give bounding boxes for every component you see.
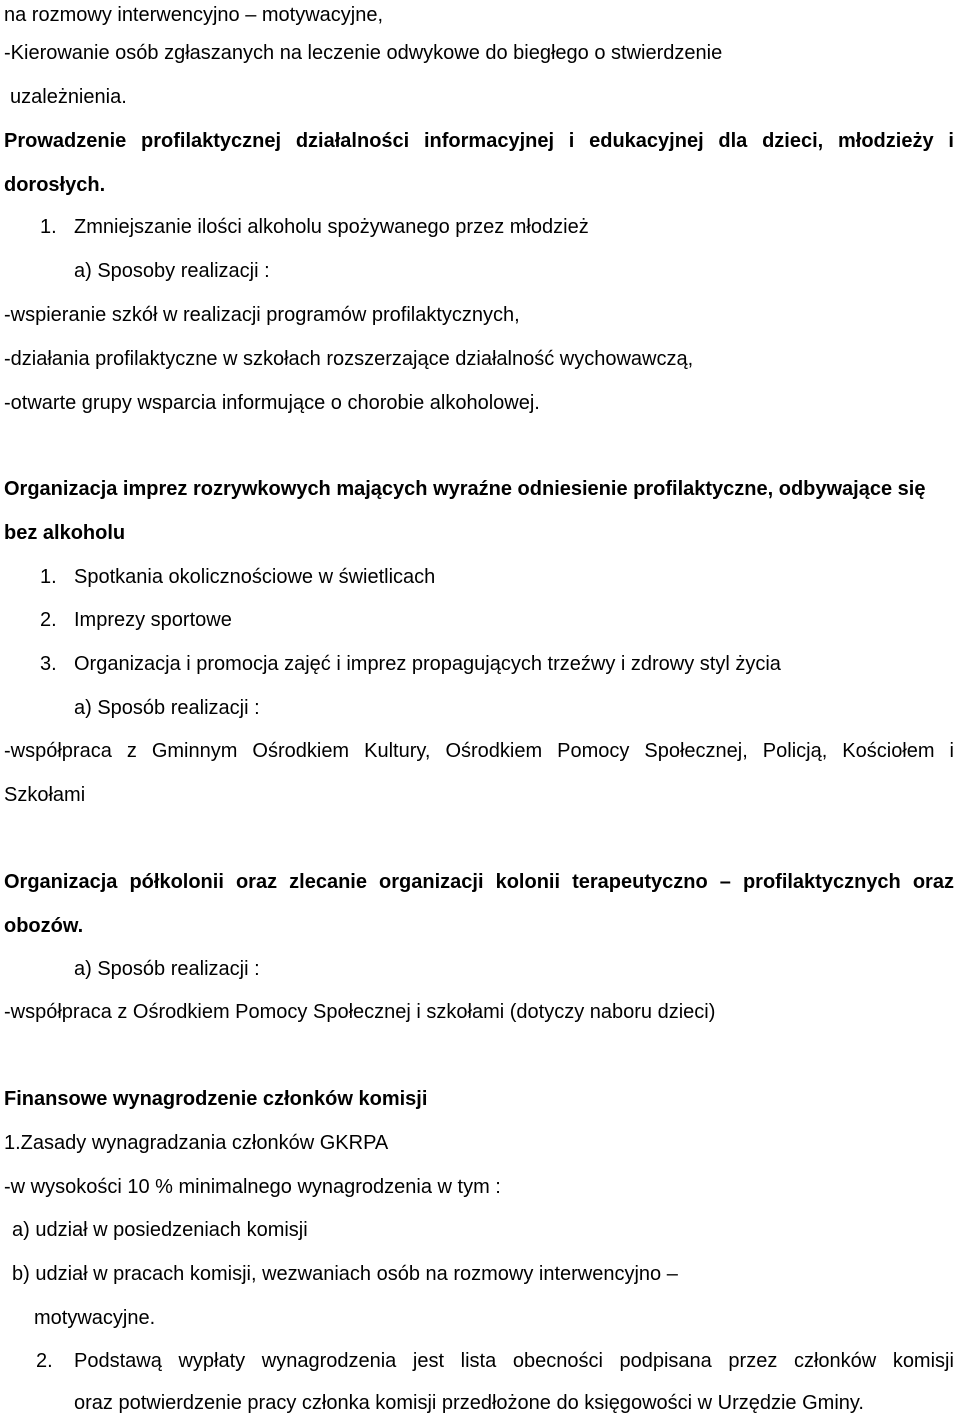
heading-word: – bbox=[719, 871, 731, 893]
sub-item: a) Sposób realizacji : bbox=[74, 958, 260, 980]
text-line: -wspieranie szkół w realizacji programów profilaktycznych, bbox=[4, 304, 520, 326]
heading-word: profilaktycznych bbox=[742, 871, 901, 893]
heading-word: kolonii bbox=[495, 871, 561, 893]
section-heading-prevention bbox=[4, 128, 954, 154]
word: Ośrodkiem bbox=[445, 740, 543, 762]
text-line: oraz potwierdzenie pracy członka komisji przedłożone do księgowości w Urzędzie Gminy. bbox=[74, 1392, 864, 1414]
heading-word: Organizacja bbox=[4, 871, 118, 893]
word: przez bbox=[728, 1350, 778, 1372]
text-line: -otwarte grupy wsparcia informujące o chorobie alkoholowej. bbox=[4, 392, 540, 414]
heading-word: informacyjnej bbox=[423, 130, 555, 152]
heading-word: działalności bbox=[295, 130, 410, 152]
item-text: Organizacja i promocja zajęć i imprez propagujących trzeźwy i zdrowy styl życia bbox=[74, 653, 781, 675]
word: Kościołem bbox=[842, 740, 935, 762]
heading-word: młodzieży bbox=[837, 130, 934, 152]
text-line-justified bbox=[4, 738, 954, 764]
item-number: 1. bbox=[40, 566, 57, 588]
word: Podstawą bbox=[74, 1350, 162, 1372]
heading-word: dla bbox=[718, 130, 748, 152]
word: Społecznej, bbox=[644, 740, 748, 762]
numbered-item bbox=[40, 651, 781, 677]
heading-word: zlecanie bbox=[289, 871, 367, 893]
word: Kultury, bbox=[364, 740, 431, 762]
heading-word: terapeutyczno bbox=[572, 871, 708, 893]
text-line: na rozmowy interwencyjno – motywacyjne, bbox=[4, 4, 384, 26]
heading-word: dzieci, bbox=[762, 130, 824, 152]
section-heading-continued: bez alkoholu bbox=[4, 522, 126, 544]
word: Pomocy bbox=[557, 740, 630, 762]
text-line: -współpraca z Ośrodkiem Pomocy Społecznej i szkołami (dotyczy naboru dzieci) bbox=[4, 1001, 716, 1023]
word: obecności bbox=[512, 1350, 603, 1372]
heading-word: edukacyjnej bbox=[589, 130, 704, 152]
item-text-justified bbox=[74, 1348, 954, 1374]
heading-word: oraz bbox=[235, 871, 278, 893]
word: podpisana bbox=[619, 1350, 712, 1372]
section-heading-continued: obozów. bbox=[4, 915, 84, 937]
section-heading-continued: dorosłych. bbox=[4, 174, 106, 196]
item-number: 3. bbox=[40, 653, 57, 675]
section-heading-camps bbox=[4, 869, 954, 895]
text-line: Szkołami bbox=[4, 784, 86, 806]
heading-word: i bbox=[948, 130, 954, 152]
heading-word: Prowadzenie bbox=[4, 130, 127, 152]
word: Ośrodkiem bbox=[252, 740, 350, 762]
text-line: 1.Zasady wynagradzania członków GKRPA bbox=[4, 1132, 389, 1154]
text-line: -Kierowanie osób zgłaszanych na leczenie odwykowe do biegłego o stwierdzenie bbox=[4, 42, 723, 64]
heading-word: półkolonii bbox=[129, 871, 224, 893]
section-heading-events: Organizacja imprez rozrywkowych mających wyraźne odniesienie profilaktyczne, odbywające się bbox=[4, 478, 926, 500]
sub-item: b) udział w pracach komisji, wezwaniach osób na rozmowy interwencyjno – bbox=[12, 1263, 678, 1285]
word: Gminnym bbox=[151, 740, 238, 762]
word: -współpraca bbox=[4, 740, 112, 762]
word: lista bbox=[460, 1350, 497, 1372]
word: wynagrodzenia bbox=[261, 1350, 397, 1372]
word: członków bbox=[793, 1350, 877, 1372]
heading-word: organizacji bbox=[379, 871, 484, 893]
sub-item: a) Sposób realizacji : bbox=[74, 697, 260, 719]
word: jest bbox=[412, 1350, 445, 1372]
text-line: uzależnienia. bbox=[10, 86, 127, 108]
item-number: 2. bbox=[40, 609, 57, 631]
heading-word: oraz bbox=[912, 871, 954, 893]
numbered-item bbox=[40, 607, 232, 633]
word: z bbox=[126, 740, 137, 762]
word: komisji bbox=[892, 1350, 954, 1372]
item-number: 2. bbox=[36, 1350, 53, 1372]
item-text: Spotkania okolicznościowe w świetlicach bbox=[74, 566, 436, 588]
word: i bbox=[949, 740, 954, 762]
heading-word: i bbox=[568, 130, 575, 152]
heading-word: profilaktycznej bbox=[141, 130, 282, 152]
item-number: 1. bbox=[40, 216, 57, 238]
sub-item: a) Sposoby realizacji : bbox=[74, 260, 270, 282]
numbered-item bbox=[40, 214, 589, 240]
word: wypłaty bbox=[178, 1350, 246, 1372]
text-line: -w wysokości 10 % minimalnego wynagrodzenia w tym : bbox=[4, 1176, 501, 1198]
section-heading-remuneration: Finansowe wynagrodzenie członków komisji bbox=[4, 1088, 428, 1110]
item-text: Zmniejszanie ilości alkoholu spożywanego przez młodzież bbox=[74, 216, 589, 238]
sub-item: a) udział w posiedzeniach komisji bbox=[12, 1219, 308, 1241]
numbered-item bbox=[36, 1348, 954, 1374]
text-line: motywacyjne. bbox=[34, 1307, 156, 1329]
word: Policją, bbox=[762, 740, 828, 762]
text-line: -działania profilaktyczne w szkołach rozszerzające działalność wychowawczą, bbox=[4, 348, 694, 370]
numbered-item bbox=[40, 564, 435, 590]
item-text: Imprezy sportowe bbox=[74, 609, 232, 631]
